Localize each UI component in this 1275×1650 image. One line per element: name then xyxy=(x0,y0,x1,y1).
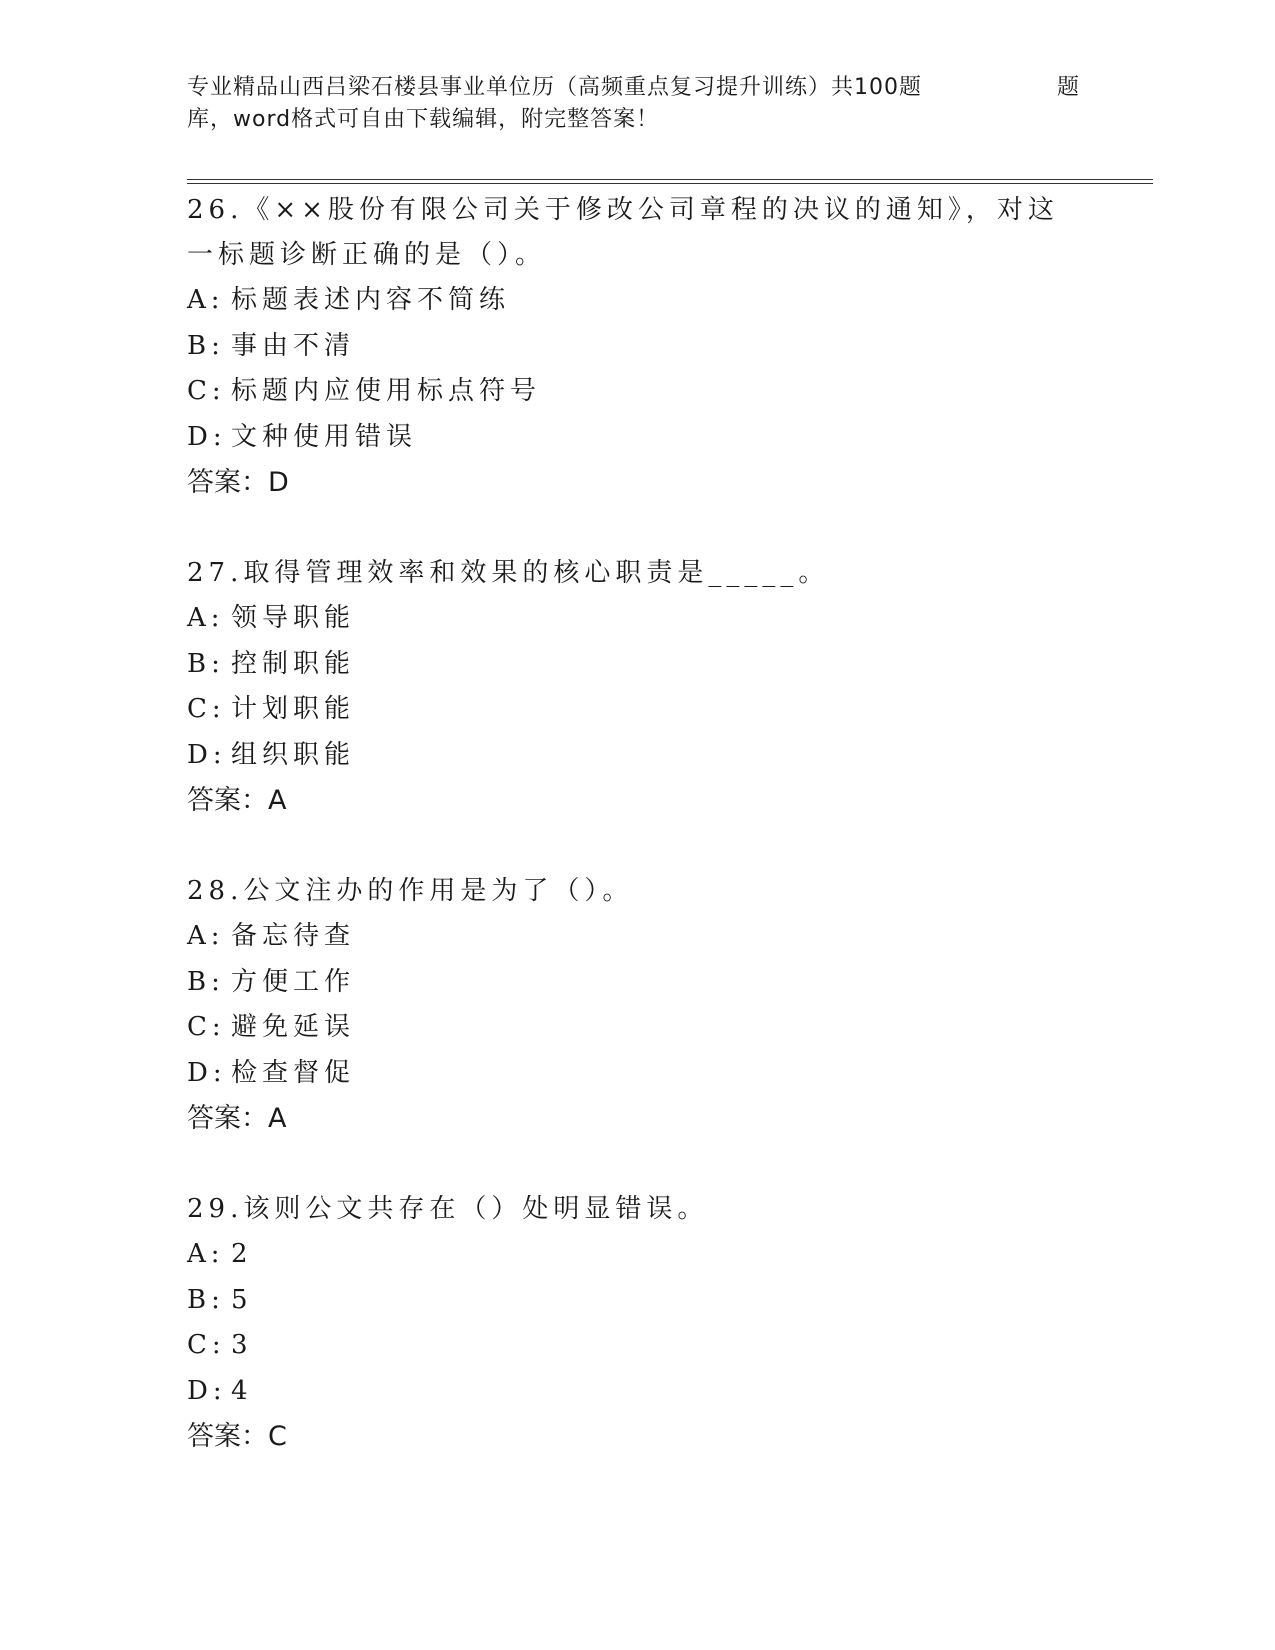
option-letter: C: xyxy=(187,376,226,406)
header-line-1 xyxy=(187,72,1087,104)
option-c xyxy=(187,1323,1087,1369)
option-d xyxy=(187,415,1087,461)
option-letter: D: xyxy=(187,739,227,770)
question-number: 28. xyxy=(187,876,244,906)
option-letter: A: xyxy=(187,1239,225,1269)
question-text: 该则公文共存在（）处明显错误。 xyxy=(243,1194,709,1224)
option-text: 检查督促 xyxy=(231,1057,356,1088)
option-letter: A: xyxy=(187,285,225,315)
option-letter: C: xyxy=(187,1330,226,1360)
question-stem xyxy=(187,869,1087,914)
answer-line: 答案：C xyxy=(187,1421,287,1452)
question-26 xyxy=(187,188,1087,506)
header-title-tail: 题 xyxy=(1057,75,1081,100)
question-29 xyxy=(187,1187,1087,1460)
option-letter: B: xyxy=(187,330,225,361)
option-text: 备忘待查 xyxy=(231,921,356,951)
question-list xyxy=(187,188,1087,1505)
answer-line: 答案：A xyxy=(187,1103,287,1134)
option-text: 4 xyxy=(231,1375,253,1406)
option-b xyxy=(187,1278,1087,1324)
option-letter: D: xyxy=(187,1057,227,1088)
option-text: 3 xyxy=(231,1330,253,1360)
question-stem xyxy=(187,188,1087,278)
document-header xyxy=(187,72,1087,136)
option-text: 文种使用错误 xyxy=(231,421,418,452)
option-text: 领导职能 xyxy=(231,603,356,633)
option-letter: B: xyxy=(187,1284,225,1315)
question-text: 公文注办的作用是为了（）。 xyxy=(243,876,634,906)
option-letter: A: xyxy=(187,921,225,951)
option-text: 避免延误 xyxy=(231,1012,356,1042)
option-text: 事由不清 xyxy=(231,330,356,361)
option-text: 标题表述内容不简练 xyxy=(231,285,511,315)
question-stem xyxy=(187,1187,1087,1232)
option-text: 方便工作 xyxy=(231,966,356,997)
question-28 xyxy=(187,869,1087,1142)
question-text: 《××股份有限公司关于修改公司章程的决议的通知》，对这一标题诊断正确的是（）。 xyxy=(187,195,1059,270)
option-text: 组织职能 xyxy=(231,739,356,770)
header-divider-top xyxy=(187,179,1153,180)
option-d xyxy=(187,1051,1087,1097)
option-text: 控制职能 xyxy=(231,648,356,679)
option-c xyxy=(187,1005,1087,1051)
question-number: 27. xyxy=(187,558,244,588)
header-line-2: 库，word格式可自由下载编辑，附完整答案！ xyxy=(187,107,660,132)
question-27 xyxy=(187,551,1087,824)
option-letter: C: xyxy=(187,694,226,724)
header-divider-bottom xyxy=(187,183,1153,184)
option-a xyxy=(187,278,1087,324)
option-letter: C: xyxy=(187,1012,226,1042)
header-title-main: 专业精品山西吕梁石楼县事业单位历（高频重点复习提升训练）共100题 xyxy=(187,75,922,100)
question-stem xyxy=(187,551,1087,596)
question-number: 26. xyxy=(187,195,244,225)
option-text: 2 xyxy=(231,1239,253,1269)
option-d xyxy=(187,733,1087,779)
option-text: 计划职能 xyxy=(231,694,356,724)
option-d xyxy=(187,1369,1087,1415)
option-c xyxy=(187,687,1087,733)
answer-line: 答案：A xyxy=(187,785,287,816)
answer-line: 答案：D xyxy=(187,467,289,498)
option-b xyxy=(187,960,1087,1006)
question-number: 29. xyxy=(187,1194,244,1224)
option-letter: A: xyxy=(187,603,225,633)
option-c xyxy=(187,369,1087,415)
option-a xyxy=(187,1232,1087,1278)
option-b xyxy=(187,642,1087,688)
option-text: 标题内应使用标点符号 xyxy=(231,376,542,406)
option-letter: B: xyxy=(187,648,225,679)
option-letter: D: xyxy=(187,421,227,452)
option-letter: D: xyxy=(187,1375,227,1406)
option-letter: B: xyxy=(187,966,225,997)
option-a xyxy=(187,914,1087,960)
option-b xyxy=(187,324,1087,370)
question-text: 取得管理效率和效果的核心职责是_____。 xyxy=(243,558,830,588)
option-text: 5 xyxy=(231,1284,253,1315)
option-a xyxy=(187,596,1087,642)
